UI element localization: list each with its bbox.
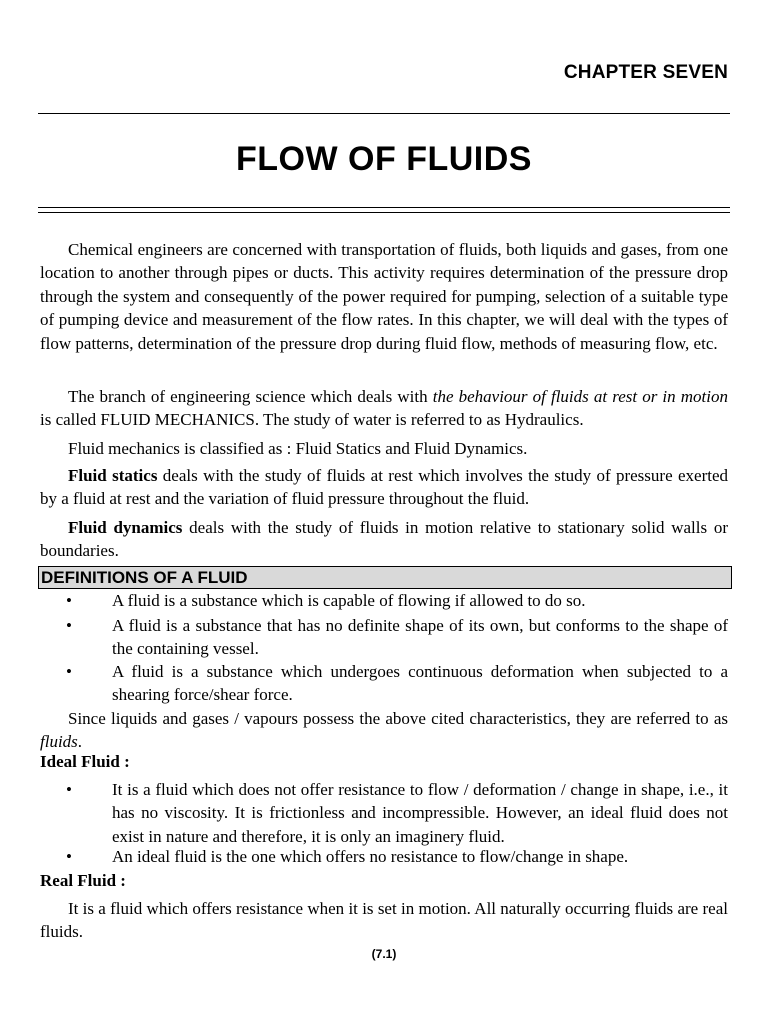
definitions-heading: DEFINITIONS OF A FLUID: [38, 566, 732, 589]
bullet-dot: •: [66, 662, 72, 681]
intro-paragraph: Chemical engineers are concerned with transportation of fluids, both liquids and gases, from one location to another through pipes or ducts. This activity requires determination of the pressure drop through the system and consequently of the power required for pumping, selection of a suitable type of pumping device and measurement of the flow rates. In this chapter, we will deal with the types of flow patterns, determination of the pressure drop during fluid flow, methods of measuring flow, etc.: [40, 240, 728, 353]
fluid-dynamics-text: deals with the study of fluids in motion relative to stationary solid walls or boundaries.: [40, 518, 729, 561]
definition-item-text: A fluid is a substance which undergoes continuous deformation when subjected to a shearing force/shear force.: [112, 662, 728, 705]
bullet-dot: •: [66, 591, 72, 610]
fluid-mechanics-paragraph: [40, 385, 728, 432]
bullet-dot: •: [66, 780, 72, 799]
real-fluid-heading: Real Fluid :: [40, 871, 126, 890]
fluid-statics-text: deals with the study of fluids at rest which involves the study of pressure exerted by a fluid at rest and the variation of fluid pressure throughout the fluid.: [40, 466, 729, 509]
fluid-dynamics-paragraph: [40, 516, 728, 563]
chapter-label: CHAPTER SEVEN: [563, 62, 728, 83]
chapter-title: FLOW OF FLUIDS: [236, 140, 532, 178]
bullet-dot: •: [66, 847, 72, 866]
ideal-fluid-heading: Ideal Fluid :: [40, 752, 130, 771]
fluid-dynamics-term: Fluid dynamics: [68, 518, 183, 537]
bullet-dot: •: [66, 616, 72, 635]
definition-item-text: A fluid is a substance that has no definite shape of its own, but conforms to the shape of the containing vessel.: [112, 616, 728, 659]
fluid-statics-paragraph: [40, 464, 728, 511]
fluid-mechanics-text-a: The branch of engineering science which deals with: [68, 387, 433, 406]
fluids-summary-italic: fluids: [40, 732, 78, 752]
ideal-fluid-item-text: An ideal fluid is the one which offers no resistance to flow/change in shape.: [112, 847, 629, 866]
real-fluid-paragraph: It is a fluid which offers resistance when it is set in motion. All naturally occurring fluids are real fluids.: [40, 899, 728, 942]
definition-item-text: A fluid is a substance which is capable of flowing if allowed to do so.: [112, 591, 586, 610]
page-number: (7.1): [371, 947, 397, 961]
classification-paragraph: Fluid mechanics is classified as : Fluid Statics and Fluid Dynamics.: [68, 439, 528, 458]
fluids-summary-paragraph: [40, 707, 728, 754]
ideal-fluid-item-text: It is a fluid which does not offer resistance to flow / deformation / change in shape, i.e., it has no viscosity. It is frictionless and incompressible. However, an ideal fluid does not exist in nature and therefore, it is only an imaginery fluid.: [112, 780, 728, 846]
fluids-summary-text-b: .: [77, 732, 83, 752]
title-double-rule: [38, 207, 730, 213]
fluid-mechanics-text-b: is called FLUID MECHANICS. The study of water is referred to as Hydraulics.: [40, 410, 584, 430]
fluid-mechanics-italic: the behaviour of fluids at rest or in motion: [432, 387, 728, 406]
fluids-summary-text-a: Since liquids and gases / vapours possess the above cited characteristics, they are referred to as: [68, 709, 728, 728]
header-rule: [38, 113, 730, 114]
fluid-statics-term: Fluid statics: [68, 466, 158, 485]
